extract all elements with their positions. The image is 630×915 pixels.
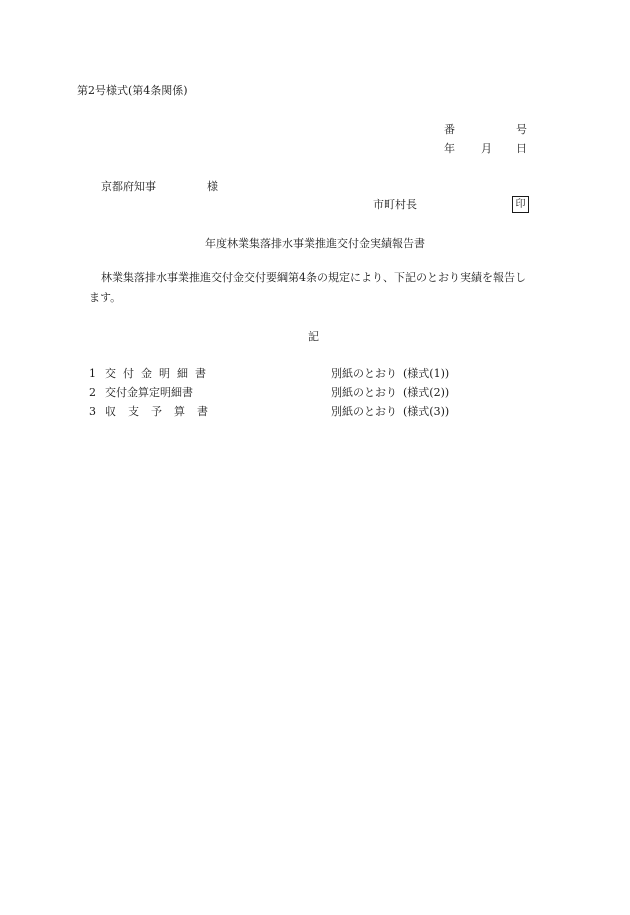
- number-label-go: 号: [516, 123, 527, 136]
- item-name: 交付金算定明細書: [105, 386, 193, 399]
- item-number: 2: [89, 386, 96, 399]
- item-reference: 別紙のとおり: [331, 386, 397, 399]
- item-name: 交付金明細書: [105, 367, 213, 380]
- date-month-label: 月: [481, 142, 492, 155]
- item-reference: 別紙のとおり: [331, 367, 397, 380]
- item-reference: 別紙のとおり: [331, 405, 397, 418]
- sender-title: 市町村長: [373, 198, 417, 211]
- document-title: 年度林業集落排水事業推進交付金実績報告書: [205, 237, 425, 250]
- item-style: (様式(1)): [403, 367, 450, 380]
- item-style: (様式(3)): [403, 405, 450, 418]
- item-number: 1: [89, 367, 96, 380]
- item-style: (様式(2)): [403, 386, 450, 399]
- form-number: 第2号様式(第4条関係): [77, 84, 188, 97]
- date-day-label: 日: [516, 142, 527, 155]
- body-text-line-1: 林業集落排水事業推進交付金交付要綱第4条の規定により、下記のとおり実績を報告し: [101, 271, 526, 284]
- item-number: 3: [89, 405, 96, 418]
- body-text-line-2: ます。: [89, 291, 122, 304]
- seal-box: 印: [512, 196, 529, 213]
- date-year-label: 年: [444, 142, 455, 155]
- item-name: 収支予算書: [105, 405, 220, 418]
- ki-heading: 記: [308, 330, 319, 343]
- addressee-governor: 京都府知事: [101, 180, 156, 193]
- number-label-ban: 番: [444, 123, 455, 136]
- addressee-honorific: 様: [207, 180, 218, 193]
